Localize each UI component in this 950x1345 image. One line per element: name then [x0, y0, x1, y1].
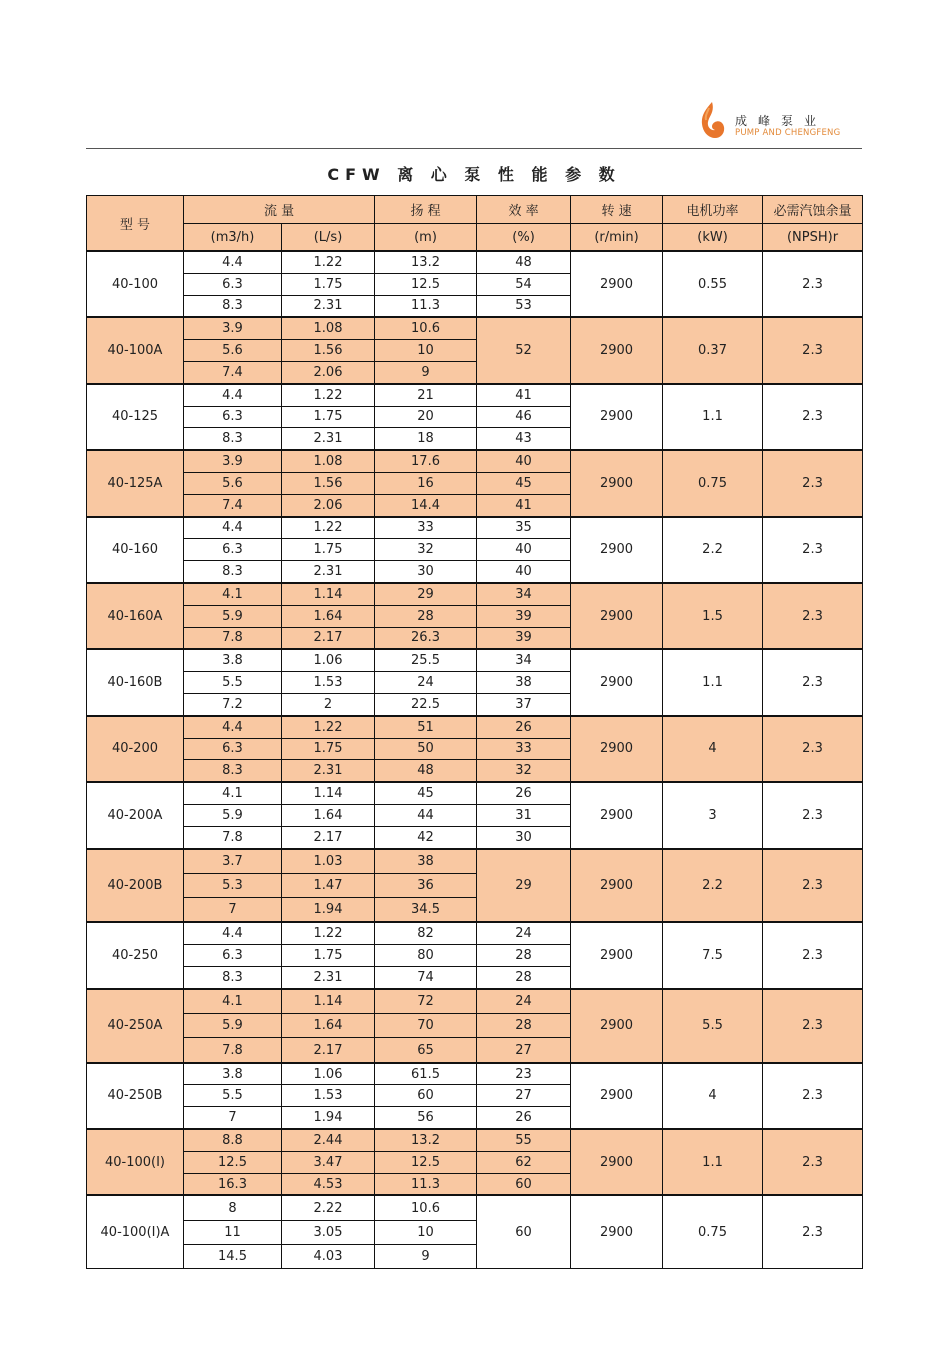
efficiency-cell: 26: [477, 1107, 571, 1129]
flow-m3h-cell: 16.3: [184, 1173, 282, 1195]
brand-logo: [697, 98, 867, 146]
table-row: [87, 450, 863, 472]
head-cell: 10.6: [375, 317, 477, 339]
head-cell: 74: [375, 967, 477, 989]
npsh-cell: 2.3: [763, 849, 863, 923]
head-cell: 82: [375, 922, 477, 944]
flow-ls-cell: 1.03: [282, 849, 375, 874]
efficiency-cell: 35: [477, 517, 571, 539]
head-cell: 13.2: [375, 1129, 477, 1151]
npsh-cell: 2.3: [763, 1129, 863, 1195]
power-cell: 1.1: [663, 1129, 763, 1195]
model-group: [87, 1195, 863, 1268]
power-cell: 1.5: [663, 583, 763, 649]
head-cell: 45: [375, 782, 477, 804]
model-group: [87, 1063, 863, 1129]
power-cell: 0.37: [663, 317, 763, 383]
efficiency-cell: 33: [477, 738, 571, 760]
model-cell: 40-100A: [87, 317, 184, 383]
header-flow: 流 量: [184, 196, 375, 224]
flow-m3h-cell: 5.5: [184, 1085, 282, 1107]
speed-cell: 2900: [571, 716, 663, 782]
brand-name-en: PUMP AND CHENGFENG: [735, 128, 841, 138]
head-cell: 20: [375, 406, 477, 428]
efficiency-cell: 53: [477, 295, 571, 317]
power-cell: 0.75: [663, 450, 763, 516]
table-row: [87, 317, 863, 339]
flow-m3h-cell: 7.2: [184, 693, 282, 715]
flow-m3h-cell: 4.4: [184, 384, 282, 406]
head-cell: 29: [375, 583, 477, 605]
head-cell: 56: [375, 1107, 477, 1129]
efficiency-cell: 28: [477, 967, 571, 989]
npsh-cell: 2.3: [763, 1195, 863, 1268]
efficiency-cell: 40: [477, 450, 571, 472]
flow-ls-cell: 1.75: [282, 539, 375, 561]
head-cell: 36: [375, 873, 477, 897]
power-cell: 4: [663, 1063, 763, 1129]
flow-ls-cell: 1.64: [282, 605, 375, 627]
flow-ls-cell: 2.22: [282, 1195, 375, 1220]
head-cell: 25.5: [375, 649, 477, 671]
flow-ls-cell: 2.31: [282, 561, 375, 583]
flow-ls-cell: 1.22: [282, 922, 375, 944]
model-group: [87, 649, 863, 715]
model-cell: 40-125: [87, 384, 184, 450]
efficiency-cell: 30: [477, 826, 571, 848]
flow-ls-cell: 2.44: [282, 1129, 375, 1151]
flow-ls-cell: 2.31: [282, 967, 375, 989]
efficiency-cell: 43: [477, 428, 571, 450]
speed-cell: 2900: [571, 1129, 663, 1195]
table-row: [87, 849, 863, 874]
model-cell: 40-250: [87, 922, 184, 988]
speed-cell: 2900: [571, 989, 663, 1063]
model-cell: 40-250A: [87, 989, 184, 1063]
model-cell: 40-125A: [87, 450, 184, 516]
flow-ls-cell: 1.22: [282, 384, 375, 406]
head-cell: 14.4: [375, 494, 477, 516]
flow-ls-cell: 1.14: [282, 583, 375, 605]
flow-ls-cell: 1.08: [282, 317, 375, 339]
flow-ls-cell: 1.47: [282, 873, 375, 897]
efficiency-cell: 27: [477, 1038, 571, 1063]
flow-ls-cell: 2: [282, 693, 375, 715]
head-cell: 70: [375, 1014, 477, 1038]
model-group: [87, 849, 863, 923]
flow-ls-cell: 1.64: [282, 1014, 375, 1038]
speed-cell: 2900: [571, 782, 663, 848]
head-cell: 28: [375, 605, 477, 627]
header-flow-m3h: (m3/h): [184, 224, 282, 252]
flow-m3h-cell: 8.3: [184, 561, 282, 583]
power-cell: 2.2: [663, 517, 763, 583]
flow-m3h-cell: 5.6: [184, 472, 282, 494]
speed-cell: 2900: [571, 922, 663, 988]
flow-ls-cell: 3.47: [282, 1151, 375, 1173]
flow-m3h-cell: 6.3: [184, 539, 282, 561]
flow-m3h-cell: 8: [184, 1195, 282, 1220]
model-group: [87, 989, 863, 1063]
efficiency-cell: 54: [477, 273, 571, 295]
flow-ls-cell: 2.17: [282, 826, 375, 848]
efficiency-cell: 55: [477, 1129, 571, 1151]
flow-m3h-cell: 4.1: [184, 782, 282, 804]
flow-m3h-cell: 7: [184, 898, 282, 923]
flow-ls-cell: 1.14: [282, 989, 375, 1014]
efficiency-cell: 27: [477, 1085, 571, 1107]
power-cell: 7.5: [663, 922, 763, 988]
speed-cell: 2900: [571, 1195, 663, 1268]
efficiency-cell: 28: [477, 1014, 571, 1038]
flow-ls-cell: 1.64: [282, 804, 375, 826]
efficiency-cell: 52: [477, 317, 571, 383]
page-title: CFW 离 心 泵 性 能 参 数: [327, 165, 621, 184]
efficiency-cell: 39: [477, 605, 571, 627]
speed-cell: 2900: [571, 317, 663, 383]
header-npsh: 必需汽蚀余量: [763, 196, 863, 224]
model-group: [87, 384, 863, 450]
speed-cell: 2900: [571, 583, 663, 649]
flow-m3h-cell: 5.5: [184, 672, 282, 694]
power-cell: 3: [663, 782, 763, 848]
head-cell: 22.5: [375, 693, 477, 715]
flow-ls-cell: 4.03: [282, 1245, 375, 1269]
table-row: [87, 922, 863, 944]
table-row: [87, 716, 863, 738]
head-cell: 34.5: [375, 898, 477, 923]
head-cell: 16: [375, 472, 477, 494]
model-group: [87, 251, 863, 317]
head-cell: 9: [375, 361, 477, 383]
npsh-cell: 2.3: [763, 583, 863, 649]
model-cell: 40-200: [87, 716, 184, 782]
flow-ls-cell: 1.22: [282, 251, 375, 273]
model-cell: 40-160B: [87, 649, 184, 715]
model-group: [87, 716, 863, 782]
npsh-cell: 2.3: [763, 384, 863, 450]
table-row: [87, 251, 863, 273]
speed-cell: 2900: [571, 384, 663, 450]
flow-ls-cell: 1.56: [282, 472, 375, 494]
npsh-cell: 2.3: [763, 1063, 863, 1129]
header-rule: [86, 148, 862, 149]
head-cell: 65: [375, 1038, 477, 1063]
efficiency-cell: 48: [477, 251, 571, 273]
flow-m3h-cell: 14.5: [184, 1245, 282, 1269]
efficiency-cell: 60: [477, 1195, 571, 1268]
model-cell: 40-100: [87, 251, 184, 317]
flow-ls-cell: 3.05: [282, 1220, 375, 1244]
efficiency-cell: 60: [477, 1173, 571, 1195]
flow-m3h-cell: 4.4: [184, 517, 282, 539]
efficiency-cell: 37: [477, 693, 571, 715]
speed-cell: 2900: [571, 649, 663, 715]
table-row: [87, 1129, 863, 1151]
flow-m3h-cell: 3.8: [184, 1063, 282, 1085]
head-cell: 21: [375, 384, 477, 406]
header-efficiency-unit: (%): [477, 224, 571, 252]
model-cell: 40-200A: [87, 782, 184, 848]
efficiency-cell: 24: [477, 989, 571, 1014]
npsh-cell: 2.3: [763, 922, 863, 988]
model-group: [87, 517, 863, 583]
flow-m3h-cell: 6.3: [184, 738, 282, 760]
flow-m3h-cell: 8.3: [184, 967, 282, 989]
flow-ls-cell: 1.53: [282, 672, 375, 694]
pump-performance-table: [86, 195, 863, 1269]
flow-m3h-cell: 3.9: [184, 450, 282, 472]
head-cell: 61.5: [375, 1063, 477, 1085]
head-cell: 24: [375, 672, 477, 694]
head-cell: 50: [375, 738, 477, 760]
flow-m3h-cell: 5.9: [184, 1014, 282, 1038]
head-cell: 9: [375, 1245, 477, 1269]
head-cell: 30: [375, 561, 477, 583]
head-cell: 72: [375, 989, 477, 1014]
flow-ls-cell: 1.94: [282, 1107, 375, 1129]
flow-m3h-cell: 8.3: [184, 295, 282, 317]
efficiency-cell: 41: [477, 384, 571, 406]
efficiency-cell: 31: [477, 804, 571, 826]
flow-m3h-cell: 3.9: [184, 317, 282, 339]
table-row: [87, 517, 863, 539]
speed-cell: 2900: [571, 251, 663, 317]
table-row: [87, 583, 863, 605]
brand-name-cn: 成峰泵业: [735, 114, 828, 128]
model-cell: 40-250B: [87, 1063, 184, 1129]
efficiency-cell: 23: [477, 1063, 571, 1085]
efficiency-cell: 62: [477, 1151, 571, 1173]
header-head-unit: (m): [375, 224, 477, 252]
efficiency-cell: 45: [477, 472, 571, 494]
speed-cell: 2900: [571, 450, 663, 516]
power-cell: 2.2: [663, 849, 763, 923]
table-row: [87, 649, 863, 671]
flow-ls-cell: 2.17: [282, 627, 375, 649]
model-cell: 40-100(I)A: [87, 1195, 184, 1268]
flame-logo-icon: [697, 100, 727, 142]
head-cell: 80: [375, 945, 477, 967]
flow-ls-cell: 2.06: [282, 361, 375, 383]
npsh-cell: 2.3: [763, 782, 863, 848]
efficiency-cell: 39: [477, 627, 571, 649]
npsh-cell: 2.3: [763, 989, 863, 1063]
head-cell: 12.5: [375, 273, 477, 295]
head-cell: 60: [375, 1085, 477, 1107]
flow-ls-cell: 2.06: [282, 494, 375, 516]
flow-ls-cell: 1.75: [282, 406, 375, 428]
head-cell: 17.6: [375, 450, 477, 472]
efficiency-cell: 38: [477, 672, 571, 694]
speed-cell: 2900: [571, 849, 663, 923]
model-cell: 40-100(I): [87, 1129, 184, 1195]
head-cell: 44: [375, 804, 477, 826]
flow-m3h-cell: 6.3: [184, 945, 282, 967]
efficiency-cell: 29: [477, 849, 571, 923]
model-group: [87, 1129, 863, 1195]
head-cell: 10.6: [375, 1195, 477, 1220]
header-efficiency: 效 率: [477, 196, 571, 224]
flow-ls-cell: 1.06: [282, 1063, 375, 1085]
head-cell: 12.5: [375, 1151, 477, 1173]
head-cell: 51: [375, 716, 477, 738]
flow-m3h-cell: 8.3: [184, 760, 282, 782]
flow-ls-cell: 2.31: [282, 760, 375, 782]
efficiency-cell: 40: [477, 561, 571, 583]
efficiency-cell: 26: [477, 716, 571, 738]
power-cell: 5.5: [663, 989, 763, 1063]
head-cell: 13.2: [375, 251, 477, 273]
head-cell: 42: [375, 826, 477, 848]
flow-m3h-cell: 7.4: [184, 361, 282, 383]
efficiency-cell: 34: [477, 649, 571, 671]
npsh-cell: 2.3: [763, 649, 863, 715]
power-cell: 0.55: [663, 251, 763, 317]
flow-m3h-cell: 11: [184, 1220, 282, 1244]
head-cell: 48: [375, 760, 477, 782]
head-cell: 10: [375, 340, 477, 362]
flow-ls-cell: 1.08: [282, 450, 375, 472]
power-cell: 1.1: [663, 384, 763, 450]
power-cell: 4: [663, 716, 763, 782]
efficiency-cell: 46: [477, 406, 571, 428]
head-cell: 32: [375, 539, 477, 561]
flow-ls-cell: 1.75: [282, 945, 375, 967]
flow-ls-cell: 1.94: [282, 898, 375, 923]
flow-m3h-cell: 5.3: [184, 873, 282, 897]
flow-ls-cell: 4.53: [282, 1173, 375, 1195]
model-group: [87, 782, 863, 848]
header-flow-ls: (L/s): [282, 224, 375, 252]
flow-m3h-cell: 6.3: [184, 273, 282, 295]
flow-m3h-cell: 4.1: [184, 989, 282, 1014]
power-cell: 0.75: [663, 1195, 763, 1268]
flow-m3h-cell: 7.8: [184, 826, 282, 848]
flow-m3h-cell: 12.5: [184, 1151, 282, 1173]
flow-m3h-cell: 4.4: [184, 716, 282, 738]
model-cell: 40-160: [87, 517, 184, 583]
npsh-cell: 2.3: [763, 517, 863, 583]
npsh-cell: 2.3: [763, 251, 863, 317]
header-npsh-unit: (NPSH)r: [763, 224, 863, 252]
speed-cell: 2900: [571, 517, 663, 583]
flow-m3h-cell: 7: [184, 1107, 282, 1129]
model-group: [87, 922, 863, 988]
flow-m3h-cell: 5.9: [184, 605, 282, 627]
head-cell: 38: [375, 849, 477, 874]
head-cell: 10: [375, 1220, 477, 1244]
flow-m3h-cell: 8.3: [184, 428, 282, 450]
flow-ls-cell: 1.06: [282, 649, 375, 671]
flow-m3h-cell: 3.8: [184, 649, 282, 671]
head-cell: 26.3: [375, 627, 477, 649]
efficiency-cell: 41: [477, 494, 571, 516]
efficiency-cell: 32: [477, 760, 571, 782]
efficiency-cell: 34: [477, 583, 571, 605]
head-cell: 18: [375, 428, 477, 450]
flow-m3h-cell: 7.4: [184, 494, 282, 516]
flow-m3h-cell: 4.4: [184, 922, 282, 944]
model-group: [87, 583, 863, 649]
flow-ls-cell: 1.75: [282, 273, 375, 295]
head-cell: 33: [375, 517, 477, 539]
flow-ls-cell: 1.75: [282, 738, 375, 760]
header-speed: 转 速: [571, 196, 663, 224]
flow-ls-cell: 1.22: [282, 517, 375, 539]
flow-ls-cell: 2.17: [282, 1038, 375, 1063]
flow-ls-cell: 2.31: [282, 295, 375, 317]
table-row: [87, 1195, 863, 1220]
flow-m3h-cell: 5.6: [184, 340, 282, 362]
speed-cell: 2900: [571, 1063, 663, 1129]
head-cell: 11.3: [375, 1173, 477, 1195]
table-row: [87, 1063, 863, 1085]
flow-m3h-cell: 3.7: [184, 849, 282, 874]
flow-ls-cell: 2.31: [282, 428, 375, 450]
flow-m3h-cell: 6.3: [184, 406, 282, 428]
efficiency-cell: 28: [477, 945, 571, 967]
efficiency-cell: 26: [477, 782, 571, 804]
header-power-unit: (kW): [663, 224, 763, 252]
flow-m3h-cell: 5.9: [184, 804, 282, 826]
flow-m3h-cell: 7.8: [184, 1038, 282, 1063]
flow-ls-cell: 1.53: [282, 1085, 375, 1107]
flow-m3h-cell: 8.8: [184, 1129, 282, 1151]
head-cell: 11.3: [375, 295, 477, 317]
efficiency-cell: 40: [477, 539, 571, 561]
npsh-cell: 2.3: [763, 716, 863, 782]
flow-ls-cell: 1.14: [282, 782, 375, 804]
model-group: [87, 450, 863, 516]
flow-ls-cell: 1.56: [282, 340, 375, 362]
npsh-cell: 2.3: [763, 317, 863, 383]
header-model: 型 号: [87, 196, 184, 252]
table-row: [87, 989, 863, 1014]
model-group: [87, 317, 863, 383]
model-cell: 40-200B: [87, 849, 184, 923]
header-head: 扬 程: [375, 196, 477, 224]
table-row: [87, 384, 863, 406]
flow-m3h-cell: 7.8: [184, 627, 282, 649]
model-cell: 40-160A: [87, 583, 184, 649]
flow-ls-cell: 1.22: [282, 716, 375, 738]
efficiency-cell: 24: [477, 922, 571, 944]
flow-m3h-cell: 4.1: [184, 583, 282, 605]
table-row: [87, 782, 863, 804]
header-speed-unit: (r/min): [571, 224, 663, 252]
power-cell: 1.1: [663, 649, 763, 715]
npsh-cell: 2.3: [763, 450, 863, 516]
flow-m3h-cell: 4.4: [184, 251, 282, 273]
header-power: 电机功率: [663, 196, 763, 224]
